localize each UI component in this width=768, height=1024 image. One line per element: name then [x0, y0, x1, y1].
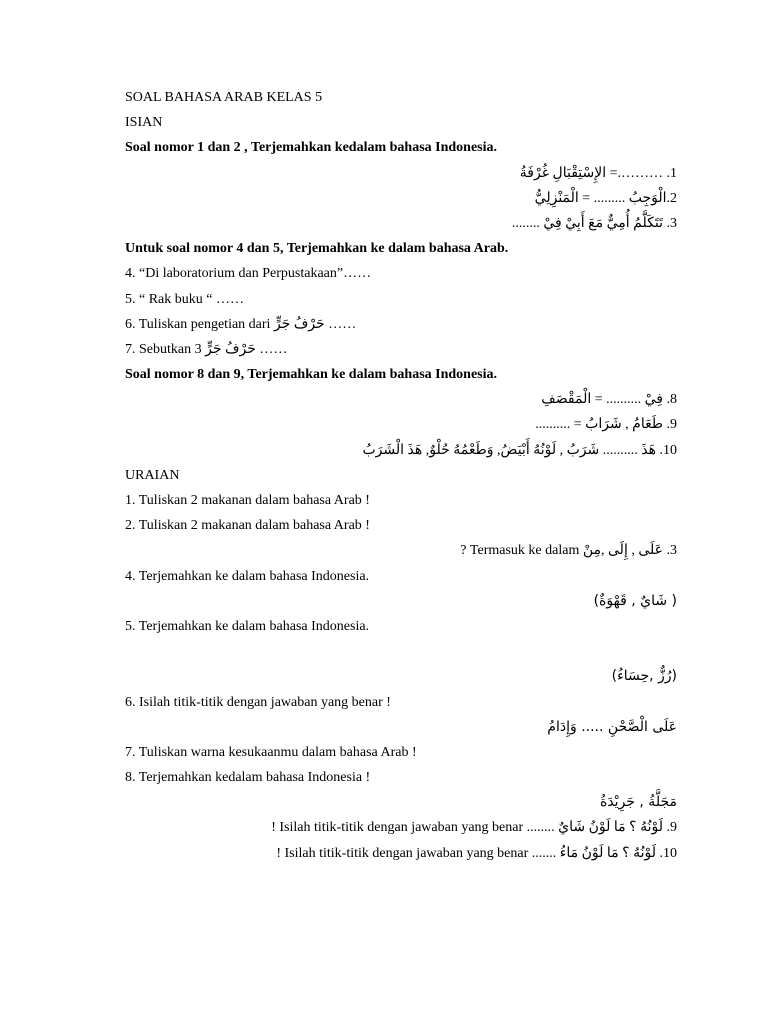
- essay-question-2: 2. Tuliskan 2 makanan dalam bahasa Arab !: [125, 518, 370, 534]
- question-4: 4. “Di laboratorium dan Perpustakaan”……: [125, 266, 372, 282]
- question-10: 10. هَذَ .......... شَرَبُ , لَوْنُهُ أَبْيَضُ, وَطَعْمُهُ حُلْوٌ, هَذَ الْشَرَبُ: [362, 442, 677, 458]
- essay-question-5: 5. Terjemahkan ke dalam bahasa Indonesia.: [125, 618, 370, 634]
- instruction-1-2: Soal nomor 1 dan 2 , Terjemahkan kedalam bahasa Indonesia.: [125, 140, 497, 156]
- essay-question-1: 1. Tuliskan 2 makanan dalam bahasa Arab !: [125, 493, 370, 508]
- question-7: 7. Sebutkan 3 حَرْفُ جَرٍّ ……: [125, 341, 288, 357]
- essay-question-8: 8. Terjemahkan kedalam bahasa Indonesia !: [125, 770, 371, 786]
- essay-question-4: 4. Terjemahkan ke dalam bahasa Indonesia.: [125, 568, 370, 584]
- essay-question-9: 9. لَوْنُهُ ؟ مَا لَوْنُ شَايٌ ........ Isilah titik-titik dengan jawaban yang benar !: [271, 820, 677, 836]
- document-title: SOAL BAHASA ARAB KELAS 5: [125, 90, 323, 105]
- essay-question-10: 10. لَوْنُهُ ؟ مَا لَوْنُ مَاءُ ....... Isilah titik-titik dengan jawaban yang benar !: [276, 845, 677, 861]
- essay-question-8-arabic: مَجَلَّةُ , جَرِيْدَةُ: [600, 794, 677, 811]
- question-2: 2.الْوَجِبُ ......... = الْمَنْزِلِيُّ: [534, 190, 677, 206]
- essay-question-6-arabic: عَلَى الْصَّحْنِ ..... وَإِدَامُ: [547, 718, 677, 735]
- essay-question-3: 3. عَلَى , إِلَى ,مِنْ Termasuk ke dalam ?: [460, 543, 677, 559]
- essay-question-5-arabic: (رُزٌّ ,حِسَاءُ): [611, 668, 677, 685]
- question-1: 1. ……….= الإِسْتِقْبَالِ غُرْفَةُ: [519, 165, 677, 181]
- question-6: 6. Tuliskan pengetian dari حَرْفُ جَرٍّ ……: [125, 316, 357, 332]
- essay-question-4-arabic: ( شَايٌ , قَهْوَةٌ): [593, 592, 677, 609]
- blank-line: [125, 639, 677, 664]
- instruction-8-9: Soal nomor 8 dan 9, Terjemahkan ke dalam bahasa Indonesia.: [125, 367, 497, 383]
- essay-question-6: 6. Isilah titik-titik dengan jawaban yang benar !: [125, 694, 391, 710]
- section-heading-isian: ISIAN: [125, 115, 163, 131]
- instruction-4-5: Untuk soal nomor 4 dan 5, Terjemahkan ke dalam bahasa Arab.: [125, 241, 509, 257]
- essay-question-7: 7. Tuliskan warna kesukaanmu dalam bahasa Arab !: [125, 744, 417, 760]
- question-9: 9. طَعَامُ , شَرَابُ = ..........: [535, 417, 677, 433]
- question-8: 8. فِيْ .......... = الْمَقْصَفِ: [541, 392, 677, 408]
- document-body: [125, 85, 677, 866]
- question-5: 5. “ Rak buku “ ……: [125, 291, 244, 307]
- question-3: 3. تَتَكَلَّمُ أُمِيٌّ مَعَ أَبِيْ فِيْ ........: [511, 215, 677, 231]
- section-heading-uraian: URAIAN: [125, 467, 180, 483]
